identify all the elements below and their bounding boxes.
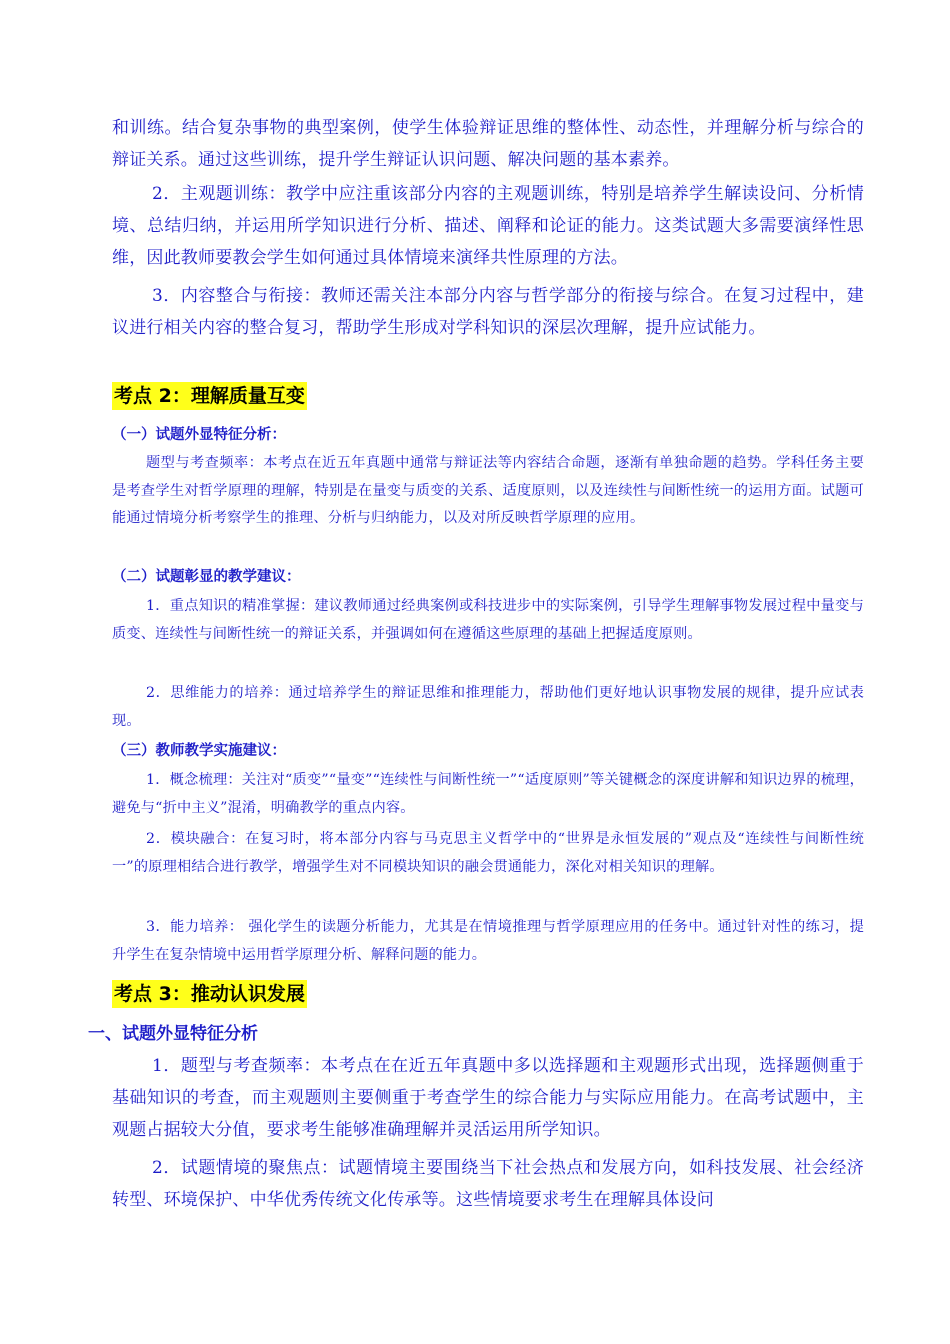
paragraph-concept-sorting: 1．概念梳理：关注对“质变”“量变”“连续性与间断性统一”“适度原则”等关键概念的深度讲解和知识边界的梳理，避免与“折中主义”混淆，明确教学的重点内容。 xyxy=(112,772,864,816)
paragraph-situation-focus: 2．试题情境的聚焦点：试题情境主要围绕当下社会热点和发展方向，如科技发展、社会经济转型、环境保护、中华优秀传统文化传承等。这些情境要求考生在理解具体设问 xyxy=(112,1158,864,1210)
paragraph-subjective-training: 2．主观题训练：教学中应注重该部分内容的主观题训练，特别是培养学生解读设问、分析情境、总结归纳，并运用所学知识进行分析、描述、阐释和论证的能力。这类试题大多需要演绎性思维，因此教师要教会学生如何通过具体情境来演绎共性原理的方法。 xyxy=(112,184,864,268)
paragraph-question-types: 1．题型与考查频率：本考点在在近五年真题中多以选择题和主观题形式出现，选择题侧重于基础知识的考查，而主观题则主要侧重于考查学生的综合能力与实际应用能力。在高考试题中，主观题占据较大分值，要求考生能够准确理解并灵活运用所学知识。 xyxy=(112,1056,864,1140)
subheading-external-features: （一）试题外显特征分析： xyxy=(112,427,286,443)
paragraph-training-cases: 和训练。结合复杂事物的典型案例，使学生体验辩证思维的整体性、动态性，并理解分析与综合的辩证关系。通过这些训练，提升学生辩证认识问题、解决问题的基本素养。 xyxy=(112,118,864,170)
heading-kaodian-2: 考点 2：理解质量互变 xyxy=(112,382,307,410)
section-heading-external-features: 一、试题外显特征分析 xyxy=(88,1024,258,1044)
paragraph-thinking-ability: 2．思维能力的培养：通过培养学生的辩证思维和推理能力，帮助他们更好地认识事物发展的规律，提升应试表现。 xyxy=(112,685,864,729)
heading-kaodian-3: 考点 3：推动认识发展 xyxy=(112,980,307,1008)
subheading-implementation: （三）教师教学实施建议： xyxy=(112,743,286,759)
paragraph-content-integration: 3．内容整合与衔接：教师还需关注本部分内容与哲学部分的衔接与综合。在复习过程中，建议进行相关内容的整合复习，帮助学生形成对学科知识的深层次理解，提升应试能力。 xyxy=(112,286,864,338)
paragraph-module-fusion: 2．模块融合：在复习时，将本部分内容与马克思主义哲学中的“世界是永恒发展的”观点及“连续性与间断性统一”的原理相结合进行教学，增强学生对不同模块知识的融会贯通能力，深化对相关知识的理解。 xyxy=(112,831,864,875)
paragraph-question-frequency: 题型与考查频率：本考点在近五年真题中通常与辩证法等内容结合命题，逐渐有单独命题的趋势。学科任务主要是考查学生对哲学原理的理解，特别是在量变与质变的关系、适度原则，以及连续性与间断性统一的运用方面。试题可能通过情境分析考察学生的推理、分析与归纳能力，以及对所反映哲学原理的应用。 xyxy=(112,455,864,526)
paragraph-ability-cultivation: 3．能力培养： 强化学生的读题分析能力，尤其是在情境推理与哲学原理应用的任务中。通过针对性的练习，提升学生在复杂情境中运用哲学原理分析、解释问题的能力。 xyxy=(112,919,864,963)
paragraph-key-knowledge: 1．重点知识的精准掌握：建议教师通过经典案例或科技进步中的实际案例，引导学生理解事物发展过程中量变与质变、连续性与间断性统一的辩证关系，并强调如何在遵循这些原理的基础上把握适度原则。 xyxy=(112,598,864,642)
subheading-teaching-suggestions: （二）试题彰显的教学建议： xyxy=(112,569,301,585)
